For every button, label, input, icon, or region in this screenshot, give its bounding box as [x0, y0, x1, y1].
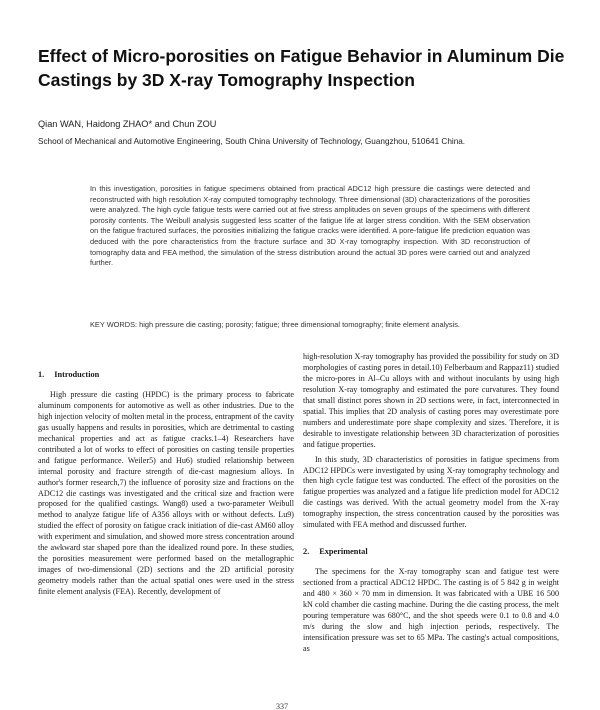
section-title: Experimental: [319, 547, 368, 557]
keywords: KEY WORDS: high pressure die casting; porosity; fatigue; three dimensional tomography; finite element analysis.: [90, 320, 460, 329]
section-title: Introduction: [54, 370, 100, 379]
section-heading-experimental: [303, 547, 559, 558]
page-number: 337: [276, 702, 288, 710]
left-column: [38, 370, 294, 602]
section-number: 2.: [303, 547, 310, 557]
section-heading-introduction: [38, 370, 294, 381]
right-column: [303, 352, 559, 659]
body-paragraph: high-resolution X-ray tomography has provided the possibility for study on 3D morphologies of casting pores in detail.10) Felberbaum and Rappaz11) studied the micro-pores in Al–Cu alloys with and without inoculants by using high resolution X-ray tomography and estimated the pore curvatures. They found that small distinct pores shown in 2D sections were, in fact, interconnected in spatial. This implies that 2D analysis of casting pores may overestimate pore numbers and underestimate pore shape complexity and sizes. Therefore, it is desirable to investigate relationship between 3D characterization of porosities and fatigue properties.: [303, 352, 559, 449]
author-list: Qian WAN, Haidong ZHAO* and Chun ZOU: [38, 119, 217, 129]
paper-title: Effect of Micro-porosities on Fatigue Behavior in Aluminum Die Castings by 3D X-ray Tomography Inspection: [38, 46, 565, 90]
affiliation: School of Mechanical and Automotive Engineering, South China University of Technology, Guangzhou, 510641 China.: [38, 137, 466, 146]
intro-paragraph: High pressure die casting (HPDC) is the primary process to fabricate aluminum components for automotive as well as other industries. Due to the high injection velocity of molten metal in the process, entrapment of the cavity gas usually happens and results in porosities, which are detrimental to casting mechanical properties and act as fatigue cracks.1–4) Researchers have contributed a lot of works to effect of porosities on casting tensile properties and fatigue performance. Weiler5) and Hu6) studied relationship between internal porosity and fracture strength of die-cast magnesium alloys. In author's former research,7) the influence of porosity size and fractions on the ADC12 die castings was investigated and the critical size and fraction were proposed for the qualified castings. Wang8) used a two-parameter Weibull method to analyze fatigue life of A356 alloys with or without defects. Lu9) studied the effect of porosity on fatigue crack initiation of die-cast AM60 alloy with experiment and simulation, and showed more stress concentration around the awkward star shaped pore than the idealized round pore. In these studies, the porosities measurement were performed based on the metallographic images of two-dimensional (2D) sections and the 2D artificial porosity geometry models rather than the actual spatial ones were used in the stress finite element analysis (FEA). Recently, development of: [38, 389, 294, 597]
body-paragraph: In this study, 3D characteristics of porosities in fatigue specimens from ADC12 HPDCs were investigated by using X-ray tomography technology and then high cycle fatigue test was conducted. The effect of the porosities on the fatigue properties was analyzed and a fatigue life prediction model for ADC12 die castings was derived. With the actual geometry model from the X-ray tomography inspection, the stress concentration caused by the porosities was simulated with FEA method and discussed further.: [303, 454, 559, 530]
section-number: 1.: [38, 370, 45, 379]
abstract: In this investigation, porosities in fatigue specimens obtained from practical ADC12 high pressure die castings were detected and reconstructed with high resolution X-ray computed tomography technology. Three dimensional (3D) characterizations of the porosities were analyzed. The high cycle fatigue tests were carried out at five stress amplitudes on seven groups of the specimens with different porosity contents. The Weibull analysis suggested less scatter of the fatigue life at larger stress condition. With the SEM observation on the fatigue fractured surfaces, the porosities initializing the fatigue cracks were identified. A pore-fatigue life prediction equation was deduced with the pore characteristics from the fracture surface and 3D X-ray tomography inspection. With 3D reconstruction of tomography data and FEA method, the simulation of the stress distribution around the actual 3D pores were carried out and analyzed further.: [90, 184, 530, 268]
body-paragraph: The specimens for the X-ray tomography scan and fatigue test were sectioned from a practical ADC12 HPDC. The casting is of 5 842 g in weight and 480 × 360 × 70 mm in dimension. It was fabricated with a UBE 16 500 kN cold chamber die casting machine. During the die casting process, the melt pouring temperature was 680°C, and the shot speeds were 0.1 to 0.8 and 4.0 m/s during the slow and high injection periods, respectively. The intensification pressure was set to 65 MPa. The casting's actual compositions, as: [303, 567, 559, 653]
